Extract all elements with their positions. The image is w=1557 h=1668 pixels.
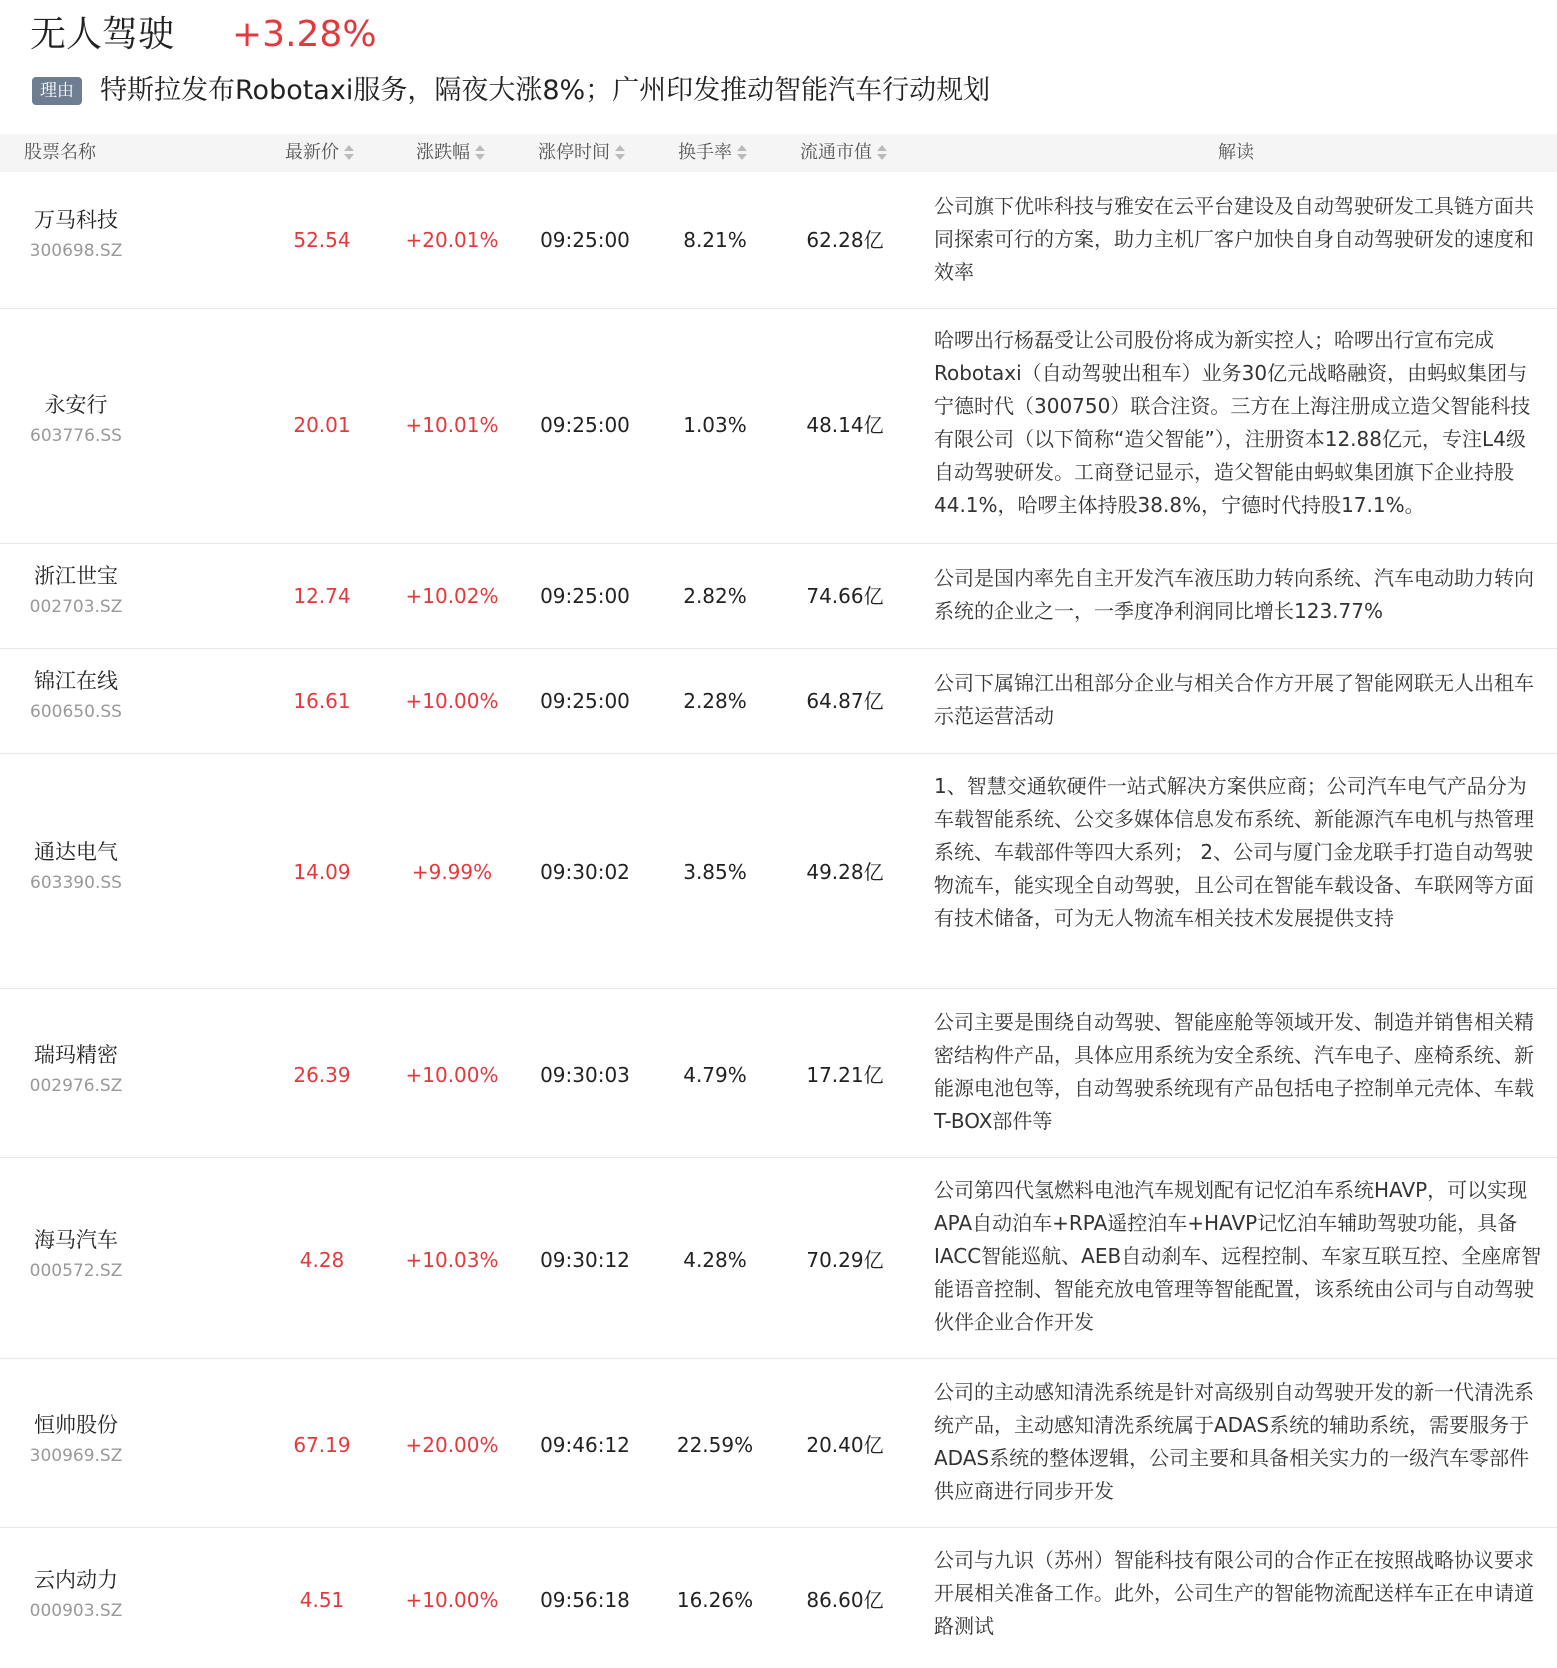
column-header-description: 解读 <box>1218 142 1254 163</box>
stock-code: 603390.SS <box>30 873 122 893</box>
sort-icon[interactable] <box>736 144 748 162</box>
column-header-market-cap[interactable]: 流通市值 <box>800 134 888 172</box>
stock-name[interactable]: 浙江世宝 <box>34 564 118 588</box>
limit-time: 09:25:00 <box>540 584 630 608</box>
stock-change: +10.00% <box>405 1588 499 1612</box>
stock-code: 000903.SZ <box>29 1601 123 1621</box>
table-row[interactable] <box>0 544 1557 649</box>
market-cap: 70.29亿 <box>806 1248 884 1272</box>
stock-change: +20.00% <box>405 1433 499 1457</box>
stock-name[interactable]: 恒帅股份 <box>34 1413 118 1437</box>
stock-change: +10.01% <box>405 413 499 437</box>
market-cap: 86.60亿 <box>806 1588 884 1612</box>
stock-description: 公司下属锦江出租部分企业与相关合作方开展了智能网联无人出租车示范运营活动 <box>934 671 1534 728</box>
turnover-rate: 22.59% <box>676 1433 754 1457</box>
stock-description: 哈啰出行杨磊受让公司股份将成为新实控人；哈啰出行宣布完成Robotaxi（自动驾驶出租车）业务30亿元战略融资，由蚂蚁集团与宁德时代（300750）联合注资。三方在上海注册成立造父智能科技有限公司（以下简称“造父智能”），注册资本12.88亿元，专注L4级自动驾驶研发。工商登记显示，造父智能由蚂蚁集团旗下企业持股44.1%，哈啰主体持股38.8%，宁德时代持股17.1%。 <box>934 328 1531 517</box>
stock-name-cell[interactable] <box>16 391 136 449</box>
limit-time: 09:30:03 <box>540 1063 630 1087</box>
stock-name[interactable]: 锦江在线 <box>34 669 118 693</box>
market-cap: 62.28亿 <box>806 228 884 252</box>
stock-price: 14.09 <box>293 860 351 884</box>
stock-description: 1、智慧交通软硬件一站式解决方案供应商；公司汽车电气产品分为车载智能系统、公交多媒体信息发布系统、新能源汽车电机与热管理系统、车载部件等四大系列； 2、公司与厦门金龙联手打造自动驾驶物流车，能实现全自动驾驶，且公司在智能车载设备、车联网等方面有技术储备，可为无人物流车相关技术发展提供支持 <box>934 774 1534 930</box>
market-cap: 64.87亿 <box>806 689 884 713</box>
stock-description: 公司主要是围绕自动驾驶、智能座舱等领域开发、制造并销售相关精密结构件产品，具体应用系统为安全系统、汽车电子、座椅系统、新能源电池包等，自动驾驶系统现有产品包括电子控制单元壳体、车载T-BOX部件等 <box>934 1010 1534 1133</box>
stock-code: 002703.SZ <box>29 597 123 617</box>
stock-code: 002976.SZ <box>29 1076 123 1096</box>
stock-change: +10.03% <box>405 1248 499 1272</box>
sort-icon[interactable] <box>876 144 888 162</box>
stock-name-cell[interactable] <box>16 1226 136 1284</box>
stock-code: 000572.SZ <box>29 1261 123 1281</box>
stock-name[interactable]: 万马科技 <box>34 208 118 232</box>
stock-name[interactable]: 通达电气 <box>34 840 118 864</box>
stock-price: 16.61 <box>293 689 351 713</box>
limit-time: 09:46:12 <box>540 1433 630 1457</box>
table-row[interactable] <box>0 172 1557 309</box>
stock-code: 300698.SZ <box>29 241 123 261</box>
column-header-price[interactable]: 最新价 <box>285 134 355 172</box>
table-row[interactable] <box>0 989 1557 1158</box>
limit-time: 09:30:02 <box>540 860 630 884</box>
column-header-change[interactable]: 涨跌幅 <box>416 134 486 172</box>
turnover-rate: 4.79% <box>683 1063 747 1087</box>
stock-price: 4.28 <box>299 1248 345 1272</box>
stock-name-cell[interactable] <box>16 667 136 725</box>
limit-time: 09:25:00 <box>540 689 630 713</box>
sort-icon[interactable] <box>614 144 626 162</box>
turnover-rate: 2.82% <box>683 584 747 608</box>
limit-time: 09:25:00 <box>540 413 630 437</box>
column-header-limit-time[interactable]: 涨停时间 <box>538 134 626 172</box>
column-header-turnover[interactable]: 换手率 <box>678 134 748 172</box>
table-row[interactable] <box>0 309 1557 544</box>
topic-header <box>0 0 1557 130</box>
stock-description: 公司旗下优咔科技与雅安在云平台建设及自动驾驶研发工具链方面共同探索可行的方案，助力主机厂客户加快自身自动驾驶研发的速度和效率 <box>934 194 1534 284</box>
table-row[interactable] <box>0 754 1557 989</box>
stock-name[interactable]: 海马汽车 <box>34 1228 118 1252</box>
table-row[interactable] <box>0 1528 1557 1668</box>
reason-badge: 理由 <box>32 77 82 105</box>
stock-code: 603776.SS <box>30 426 122 446</box>
column-header-name: 股票名称 <box>24 142 96 163</box>
stock-name-cell[interactable] <box>16 206 136 264</box>
turnover-rate: 16.26% <box>676 1588 754 1612</box>
stock-code: 300969.SZ <box>29 1446 123 1466</box>
stock-change: +9.99% <box>411 860 493 884</box>
stock-name-cell[interactable] <box>16 562 136 620</box>
stock-change: +20.01% <box>405 228 499 252</box>
stock-name-cell[interactable] <box>16 838 136 896</box>
market-cap: 17.21亿 <box>806 1063 884 1087</box>
turnover-rate: 8.21% <box>683 228 747 252</box>
stock-description: 公司第四代氢燃料电池汽车规划配有记忆泊车系统HAVP，可以实现APA自动泊车+RPA遥控泊车+HAVP记忆泊车辅助驾驶功能，具备IACC智能巡航、AEB自动刹车、远程控制、车家互联互控、全座席智能语音控制、智能充放电管理等智能配置，该系统由公司与自动驾驶伙伴企业合作开发 <box>934 1178 1542 1334</box>
turnover-rate: 4.28% <box>683 1248 747 1272</box>
stock-name[interactable]: 瑞玛精密 <box>34 1043 118 1067</box>
sort-icon[interactable] <box>474 144 486 162</box>
reason-text: 特斯拉发布Robotaxi服务，隔夜大涨8%；广州印发推动智能汽车行动规划 <box>100 75 991 106</box>
stock-price: 4.51 <box>299 1588 345 1612</box>
market-cap: 49.28亿 <box>806 860 884 884</box>
market-cap: 48.14亿 <box>806 413 884 437</box>
topic-title: 无人驾驶 <box>30 14 175 55</box>
limit-time: 09:25:00 <box>540 228 630 252</box>
table-row[interactable] <box>0 1158 1557 1359</box>
stock-code: 600650.SS <box>30 702 122 722</box>
topic-change: +3.28% <box>232 14 377 55</box>
stock-price: 52.54 <box>293 228 351 252</box>
stock-change: +10.00% <box>405 689 499 713</box>
table-header <box>0 134 1557 172</box>
turnover-rate: 2.28% <box>683 689 747 713</box>
stock-price: 26.39 <box>293 1063 351 1087</box>
stock-name[interactable]: 永安行 <box>44 393 108 417</box>
stock-change: +10.02% <box>405 584 499 608</box>
stock-name-cell[interactable] <box>16 1566 136 1624</box>
stock-description: 公司的主动感知清洗系统是针对高级别自动驾驶开发的新一代清洗系统产品，主动感知清洗系统属于ADAS系统的辅助系统，需要服务于ADAS系统的整体逻辑，公司主要和具备相关实力的一级汽车零部件供应商进行同步开发 <box>934 1380 1534 1503</box>
stock-price: 12.74 <box>293 584 351 608</box>
stock-name[interactable]: 云内动力 <box>34 1568 118 1592</box>
stock-price: 20.01 <box>293 413 351 437</box>
turnover-rate: 3.85% <box>683 860 747 884</box>
stock-name-cell[interactable] <box>16 1411 136 1469</box>
market-cap: 74.66亿 <box>806 584 884 608</box>
stock-change: +10.00% <box>405 1063 499 1087</box>
market-cap: 20.40亿 <box>806 1433 884 1457</box>
limit-time: 09:56:18 <box>540 1588 630 1612</box>
table-row[interactable] <box>0 1359 1557 1528</box>
table-row[interactable] <box>0 649 1557 754</box>
limit-time: 09:30:12 <box>540 1248 630 1272</box>
sort-icon[interactable] <box>343 144 355 162</box>
stock-name-cell[interactable] <box>16 1041 136 1099</box>
stock-description: 公司是国内率先自主开发汽车液压助力转向系统、汽车电动助力转向系统的企业之一，一季度净利润同比增长123.77% <box>934 566 1534 623</box>
stock-description: 公司与九识（苏州）智能科技有限公司的合作正在按照战略协议要求开展相关准备工作。此外，公司生产的智能物流配送样车正在申请道路测试 <box>934 1548 1534 1638</box>
turnover-rate: 1.03% <box>683 413 747 437</box>
stock-price: 67.19 <box>293 1433 351 1457</box>
